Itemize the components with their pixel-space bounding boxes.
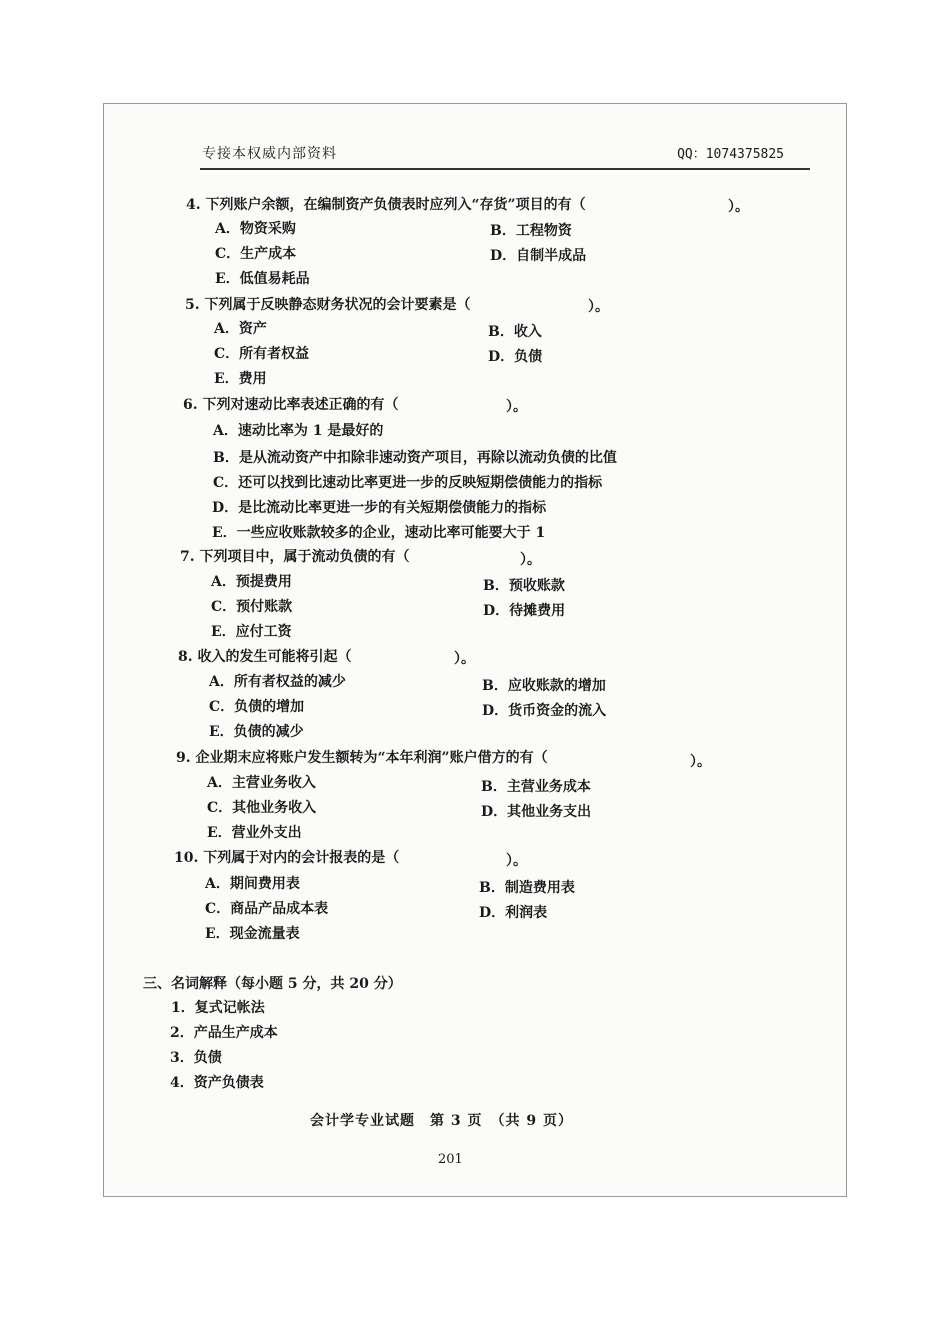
question-8-close: ）。 bbox=[454, 651, 475, 667]
question-6-option-e: E．一些应收账款较多的企业，速动比率可能要大于 1 bbox=[212, 525, 546, 541]
question-10-option-b: B．制造费用表 bbox=[479, 880, 575, 896]
question-9-stem: 9. 企业期末应将账户发生额转为“本年利润”账户借方的有（ bbox=[176, 750, 548, 766]
question-6-option-b: B．是从流动资产中扣除非速动资产项目，再除以流动负债的比值 bbox=[213, 450, 617, 466]
section-3-title: 三、名词解释（每小题 5 分，共 20 分） bbox=[143, 976, 402, 992]
question-6-stem: 6. 下列对速动比率表述正确的有（ bbox=[183, 397, 399, 413]
question-10-option-d: D．利润表 bbox=[479, 905, 548, 921]
question-4-option-a: A．物资采购 bbox=[215, 221, 296, 237]
question-10-close: ）。 bbox=[506, 853, 527, 869]
question-8-option-b: B．应收账款的增加 bbox=[482, 678, 606, 694]
question-8-option-a: A．所有者权益的减少 bbox=[209, 674, 346, 690]
question-8-option-e: E．负债的减少 bbox=[209, 724, 304, 740]
question-4-option-d: D．自制半成品 bbox=[490, 248, 587, 264]
question-7-option-e: E．应付工资 bbox=[211, 624, 292, 640]
question-10-option-c: C．商品产品成本表 bbox=[205, 901, 329, 917]
question-5-option-a: A．资产 bbox=[214, 321, 267, 337]
term-4: 4．资产负债表 bbox=[170, 1075, 264, 1091]
question-10-option-a: A．期间费用表 bbox=[205, 876, 300, 892]
question-5-option-e: E．费用 bbox=[214, 371, 267, 387]
question-9-option-b: B．主营业务成本 bbox=[481, 779, 591, 795]
question-9-option-a: A．主营业务收入 bbox=[207, 775, 316, 791]
question-9-option-d: D．其他业务支出 bbox=[481, 804, 592, 820]
question-5-option-b: B．收入 bbox=[488, 324, 542, 340]
question-7-option-d: D．待摊费用 bbox=[483, 603, 566, 619]
question-5-stem: 5. 下列属于反映静态财务状况的会计要素是（ bbox=[185, 297, 471, 313]
question-8-option-d: D．货币资金的流入 bbox=[482, 703, 607, 719]
question-6-close: ）。 bbox=[506, 399, 527, 415]
term-2: 2．产品生产成本 bbox=[170, 1025, 278, 1041]
question-4-option-b: B．工程物资 bbox=[490, 223, 572, 239]
header-title: 专接本权威内部资料 bbox=[202, 146, 337, 162]
question-6-option-a: A．速动比率为 1 是最好的 bbox=[213, 423, 384, 439]
question-6-option-d: D．是比流动比率更进一步的有关短期偿债能力的指标 bbox=[212, 500, 547, 516]
term-3: 3．负债 bbox=[170, 1050, 222, 1066]
question-9-option-c: C．其他业务收入 bbox=[207, 800, 317, 816]
question-10-option-e: E．现金流量表 bbox=[205, 926, 300, 942]
question-9-option-e: E．营业外支出 bbox=[207, 825, 302, 841]
term-1: 1．复式记帐法 bbox=[171, 1000, 265, 1016]
question-7-stem: 7. 下列项目中，属于流动负债的有（ bbox=[180, 549, 410, 565]
question-7-option-a: A．预提费用 bbox=[211, 574, 292, 590]
question-7-option-c: C．预付账款 bbox=[211, 599, 293, 615]
question-7-option-b: B．预收账款 bbox=[483, 578, 565, 594]
question-5-option-c: C．所有者权益 bbox=[214, 346, 310, 362]
page-header bbox=[200, 138, 810, 170]
question-4-option-c: C．生产成本 bbox=[215, 246, 297, 262]
question-4-stem: 4. 下列账户余额，在编制资产负债表时应列入“存货”项目的有（ bbox=[186, 197, 586, 213]
question-6-option-c: C．还可以找到比速动比率更进一步的反映短期偿债能力的指标 bbox=[213, 475, 603, 491]
question-4-close: ）。 bbox=[728, 199, 749, 215]
question-8-stem: 8. 收入的发生可能将引起（ bbox=[178, 649, 352, 665]
question-5-option-d: D．负债 bbox=[488, 349, 543, 365]
page-footer: 会计学专业试题 第 3 页 （共 9 页） bbox=[310, 1113, 573, 1129]
question-10-stem: 10. 下列属于对内的会计报表的是（ bbox=[174, 850, 400, 866]
question-5-close: ）。 bbox=[588, 299, 609, 315]
question-9-close: ）。 bbox=[690, 754, 711, 770]
page-number: 201 bbox=[438, 1152, 463, 1167]
question-7-close: ）。 bbox=[520, 552, 541, 568]
question-8-option-c: C．负债的增加 bbox=[209, 699, 305, 715]
question-4-option-e: E．低值易耗品 bbox=[215, 271, 310, 287]
header-qq: QQ：1074375825 bbox=[677, 147, 784, 162]
